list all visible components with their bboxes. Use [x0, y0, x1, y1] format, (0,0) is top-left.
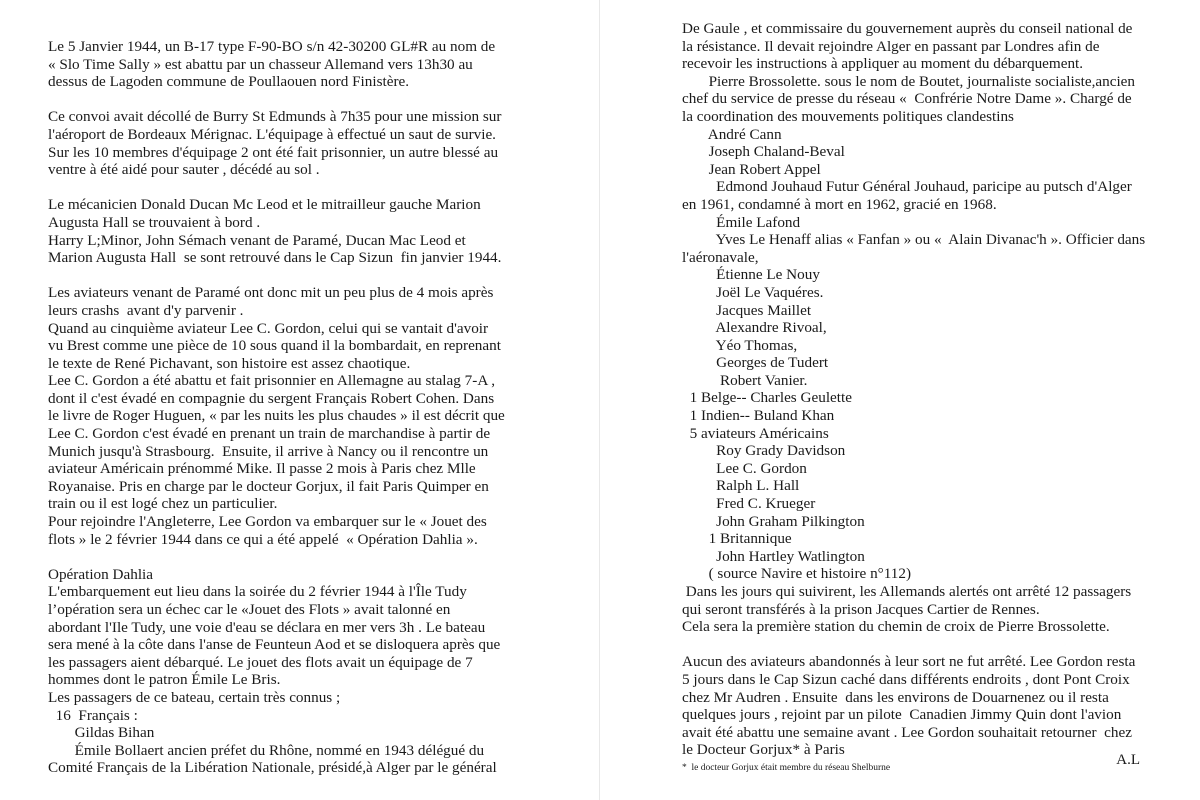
text-line: Quand au cinquième aviateur Lee C. Gordon, celui qui se vantait d'avoir — [48, 319, 489, 337]
text-line: train ou il est logé chez un particulier. — [48, 495, 278, 513]
text-line: Jacques Maillet — [682, 301, 812, 319]
paragraph-gap — [48, 179, 600, 197]
text-line: Le 5 Janvier 1944, un B-17 type F-90-BO s/n 42-30200 GL#R au nom de — [48, 38, 496, 55]
text-line: Opération Dahlia — [48, 565, 154, 583]
text-line: Sur les 10 membres d'équipage 2 ont été fait prisonnier, un autre blessé au — [48, 143, 499, 161]
text-line: De Gaule , et commissaire du gouvernement auprès du conseil national de — [682, 20, 1133, 37]
text-line: Émile Lafond — [682, 213, 801, 231]
paragraph-gap — [48, 267, 600, 285]
text-line: qui seront transférés à la prison Jacques Cartier de Rennes. — [682, 600, 1040, 618]
text-line: recevoir les instructions à appliquer au moment du débarquement. — [682, 55, 1084, 73]
text-line: Edmond Jouhaud Futur Général Jouhaud, paricipe au putsch d'Alger — [682, 178, 1132, 196]
text-line: Georges de Tudert — [682, 354, 829, 372]
text-line: en 1961, condamné à mort en 1962, gracié en 1968. — [682, 195, 997, 213]
paragraph-gap — [682, 636, 1200, 654]
text-line: flots » le 2 février 1944 dans ce qui a été appelé « Opération Dahlia ». — [48, 530, 478, 548]
text-line: Cela sera la première station du chemin de croix de Pierre Brossolette. — [682, 618, 1110, 636]
text-line: John Graham Pilkington — [682, 512, 865, 530]
text-line: John Hartley Watlington — [682, 547, 865, 565]
text-line: la coordination des mouvements politiques clandestins — [682, 107, 1014, 125]
text-line: Ce convoi avait décollé de Burry St Edmunds à 7h35 pour une mission sur — [48, 108, 502, 126]
text-line: 5 aviateurs Américains — [682, 424, 829, 442]
text-line: Munich jusqu'à Strasbourg. Ensuite, il arrive à Nancy ou il rencontre un — [48, 442, 489, 460]
text-line: vu Brest comme une pièce de 10 sous quand il la bombardait, en reprenant — [48, 337, 501, 355]
text-line: Le mécanicien Donald Ducan Mc Leod et le mitrailleur gauche Marion — [48, 196, 481, 214]
text-line: chef du service de presse du réseau « Confrérie Notre Dame ». Chargé de — [682, 90, 1132, 108]
text-line: Lee C. Gordon — [682, 459, 807, 477]
text-line: le texte de René Pichavant, son histoire est assez chaotique. — [48, 354, 411, 372]
text-line: Comité Français de la Libération Nationale, présidé,à Alger par le général — [48, 759, 497, 777]
text-line: Harry L;Minor, John Sémach venant de Paramé, Ducan Mac Leod et — [48, 231, 466, 249]
text-line: Lee C. Gordon c'est évadé en prenant un train de marchandise à partir de — [48, 425, 491, 443]
text-line: l’opération sera un échec car le «Jouet des Flots » avait talonné en — [48, 601, 451, 618]
text-line: 16 Français : — [48, 706, 138, 724]
text-line: 1 Indien-- Buland Khan — [682, 407, 835, 425]
text-line: Robert Vanier. — [682, 371, 808, 389]
text-line: le livre de Roger Huguen, « par les nuits les plus chaudes » il est décrit que — [48, 407, 505, 425]
text-line: dessus de Lagoden commune de Poullaouen nord Finistère. — [48, 73, 410, 91]
text-line: Aucun des aviateurs abandonnés à leur sort ne fut arrêté. Lee Gordon resta — [682, 653, 1136, 671]
paragraph-gap — [48, 548, 600, 566]
text-line: Ralph L. Hall — [682, 477, 800, 495]
text-line: avait été abattu une semaine avant . Lee Gordon souhaitait retourner chez — [682, 723, 1132, 741]
text-line: Augusta Hall se trouvaient à bord . — [48, 213, 261, 231]
text-line: l'aéronavale, — [682, 248, 759, 266]
text-line: leurs crashs avant d'y parvenir . — [48, 301, 244, 319]
text-line: la résistance. Il devait rejoindre Alger en passant par Londres afin de — [682, 37, 1100, 55]
text-line: Pour rejoindre l'Angleterre, Lee Gordon va embarquer sur le « Jouet des — [48, 513, 487, 531]
text-line: Pierre Brossolette. sous le nom de Boutet, journaliste socialiste,ancien — [682, 72, 1135, 90]
text-line: Joseph Chaland-Beval — [682, 143, 845, 161]
text-line: Yéo Thomas, — [682, 336, 798, 354]
text-line: Dans les jours qui suivirent, les Allemands alertés ont arrêté 12 passagers — [682, 583, 1132, 600]
text-line: l'aéroport de Bordeaux Mérignac. L'équipage à effectué un saut de survie. — [48, 125, 496, 143]
text-line: L'embarquement eut lieu dans la soirée du 2 février 1944 à l'Île Tudy — [48, 583, 467, 601]
right-page — [600, 0, 1200, 800]
text-line: « Slo Time Sally » est abattu par un chasseur Allemand vers 13h30 au — [48, 55, 473, 73]
text-line: Fred C. Krueger — [682, 495, 816, 513]
text-line: Les aviateurs venant de Paramé ont donc mit un peu plus de 4 mois après — [48, 284, 494, 302]
text-line: Gildas Bihan — [48, 724, 155, 742]
text-line: Jean Robert Appel — [682, 160, 821, 178]
text-line: sera mené à la côte dans l'anse de Feunteun Aod et se disloquera après que — [48, 636, 501, 654]
text-line: André Cann — [682, 125, 782, 143]
text-line: abordant l'Ile Tudy, une voie d'eau se déclara en mer vers 3h . Le bateau — [48, 618, 486, 636]
text-line: les passagers aient débarqué. Le jouet des flots avait un équipage de 7 — [48, 653, 473, 671]
text-line: Les passagers de ce bateau, certain très connus ; — [48, 688, 341, 706]
text-line: Étienne Le Nouy — [682, 266, 820, 284]
text-line: Lee C. Gordon a été abattu et fait prisonnier en Allemagne au stalag 7-A , — [48, 372, 496, 390]
text-line: aviateur Américain prénommé Mike. Il passe 2 mois à Paris chez Mlle — [48, 460, 476, 478]
text-line: quelques jours , rejoint par un pilote Canadien Jimmy Quin dont l'avion — [682, 706, 1122, 724]
text-line: Alexandre Rivoal, — [682, 319, 827, 337]
text-line: ( source Navire et histoire n°112) — [682, 565, 912, 583]
text-line: Roy Grady Davidson — [682, 442, 846, 460]
text-line: Émile Bollaert ancien préfet du Rhône, nommé en 1943 délégué du — [48, 741, 485, 759]
text-line: Joël Le Vaquéres. — [682, 283, 824, 301]
signature: A.L — [1116, 752, 1140, 768]
paragraph-gap — [48, 91, 600, 109]
text-line: le Docteur Gorjux* à Paris — [682, 741, 845, 759]
text-line: 1 Britannique — [682, 530, 792, 548]
text-line: 1 Belge-- Charles Geulette — [682, 389, 852, 407]
text-line: dont il c'est évadé en compagnie du sergent Français Robert Cohen. Dans — [48, 389, 495, 407]
text-line: chez Mr Audren . Ensuite dans les environs de Douarnenez ou il resta — [682, 688, 1109, 706]
text-line: Royanaise. Pris en charge par le docteur Gorjux, il fait Paris Quimper en — [48, 477, 489, 495]
right-page-text — [682, 20, 1200, 759]
footnote: * le docteur Gorjux était membre du réseau Shelburne — [682, 762, 891, 773]
text-line: Marion Augusta Hall se sont retrouvé dans le Cap Sizun fin janvier 1944. — [48, 249, 502, 267]
text-line: 5 jours dans le Cap Sizun caché dans différents endroits , dont Pont Croix — [682, 670, 1130, 688]
text-line: ventre à été aidé pour sauter , décédé au sol . — [48, 161, 320, 179]
text-line: Yves Le Henaff alias « Fanfan » ou « Alain Divanac'h ». Officier dans — [682, 231, 1146, 249]
text-line: hommes dont le patron Émile Le Bris. — [48, 671, 281, 689]
